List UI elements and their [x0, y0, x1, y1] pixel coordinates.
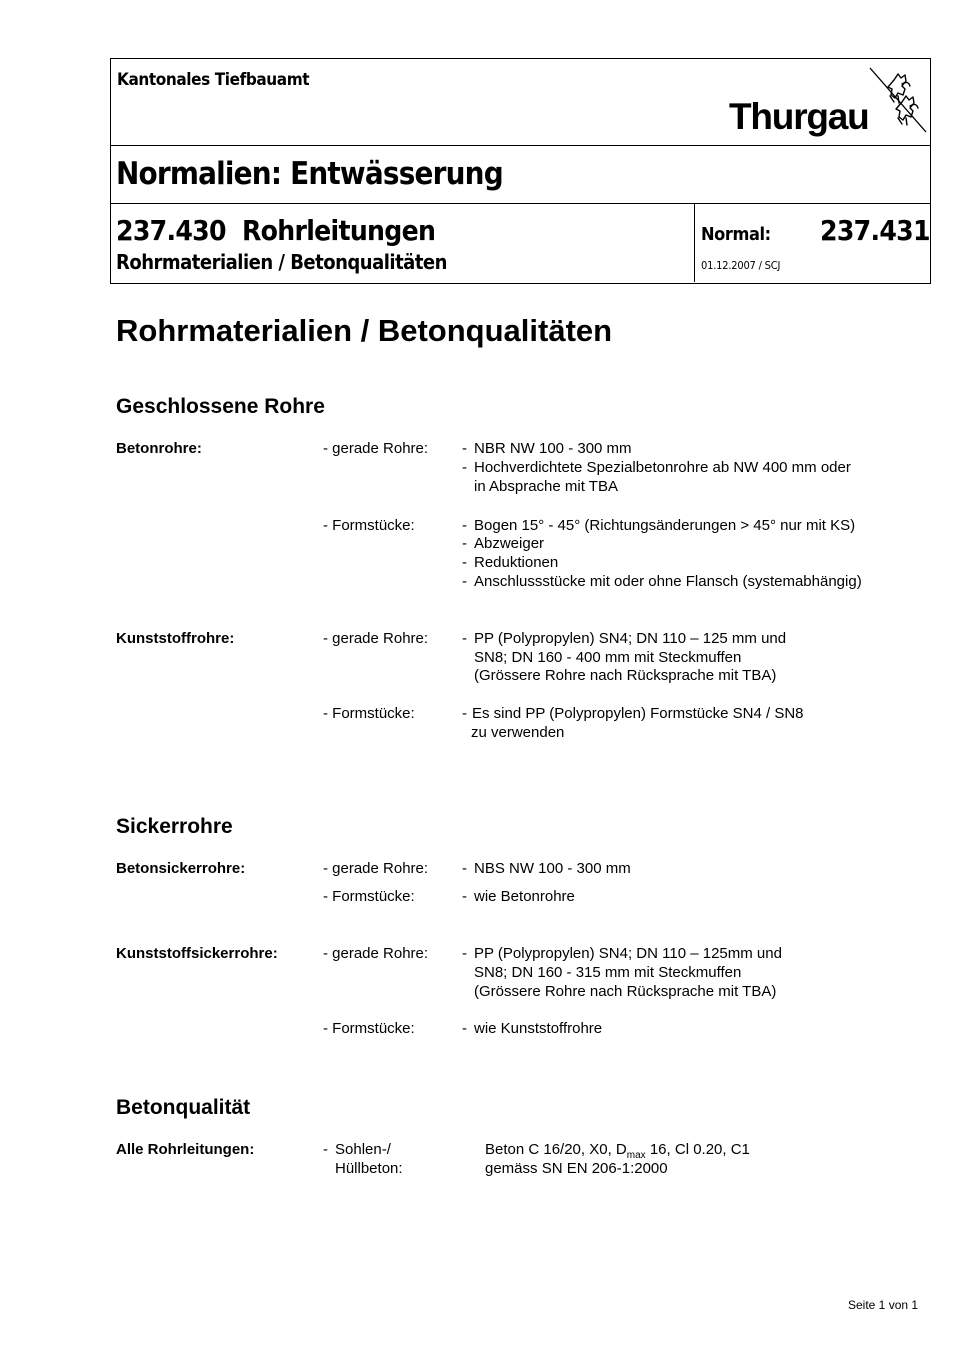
- material-label: Alle Rohrleitungen:: [116, 1141, 255, 1158]
- section-heading: Betonqualität: [116, 1096, 251, 1119]
- section-heading: Geschlossene Rohre: [116, 395, 325, 418]
- pipe-type: - Formstücke:: [323, 517, 415, 534]
- office-name: Kantonales Tiefbauamt: [117, 70, 310, 90]
- list-bullet: -: [462, 630, 467, 647]
- document-date: 01.12.2007 / SCJ: [701, 259, 781, 272]
- normal-label: Normal:: [701, 224, 771, 245]
- list-bullet: -: [462, 705, 467, 722]
- chapter-subtitle: Rohrmaterialien / Betonqualitäten: [116, 250, 447, 274]
- list-bullet: -: [462, 945, 467, 962]
- material-label: Betonrohre:: [116, 440, 202, 457]
- list-bullet: -: [462, 440, 467, 457]
- list-bullet: -: [462, 888, 467, 905]
- pipe-type: - Formstücke:: [323, 705, 415, 722]
- list-item: Reduktionen: [474, 554, 559, 571]
- list-bullet: -: [462, 554, 467, 571]
- list-item: (Grössere Rohre nach Rücksprache mit TBA): [474, 667, 777, 684]
- material-label: Betonsickerrohre:: [116, 860, 246, 877]
- concrete-use: Hüllbeton:: [335, 1160, 403, 1177]
- header-vertical-divider: [694, 203, 695, 282]
- list-item: wie Kunststoffrohre: [474, 1020, 603, 1037]
- lions-coat-of-arms-icon: [866, 66, 928, 134]
- list-bullet: -: [462, 1020, 467, 1037]
- list-item: Es sind PP (Polypropylen) Formstücke SN4 / SN8: [472, 705, 804, 722]
- pipe-type: - gerade Rohre:: [323, 945, 429, 962]
- list-bullet: -: [462, 860, 467, 877]
- pipe-type: - Formstücke:: [323, 1020, 415, 1037]
- normal-number: 237.431: [820, 214, 930, 247]
- header-divider: [110, 203, 931, 204]
- list-item: PP (Polypropylen) SN4; DN 110 – 125 mm und: [474, 630, 787, 647]
- list-bullet: -: [462, 535, 467, 552]
- material-label: Kunststoffrohre:: [116, 630, 235, 647]
- page-number: Seite 1 von 1: [848, 1298, 919, 1312]
- list-item: wie Betonrohre: [474, 888, 575, 905]
- chapter-title: 237.430 Rohrleitungen: [116, 214, 436, 247]
- list-item: (Grössere Rohre nach Rücksprache mit TBA): [474, 983, 777, 1000]
- material-label: Kunststoffsickerrohre:: [116, 945, 278, 962]
- pipe-type: - gerade Rohre:: [323, 860, 429, 877]
- page-title: Rohrmaterialien / Betonqualitäten: [116, 313, 613, 348]
- pipe-type: - Formstücke:: [323, 888, 415, 905]
- list-item: Anschlussstücke mit oder ohne Flansch (systemabhängig): [474, 573, 862, 590]
- list-item: NBR NW 100 - 300 mm: [474, 440, 632, 457]
- list-item: Hochverdichtete Spezialbetonrohre ab NW 400 mm oder: [474, 459, 851, 476]
- series-title: Normalien: Entwässerung: [116, 156, 503, 192]
- list-item: SN8; DN 160 - 315 mm mit Steckmuffen: [474, 964, 742, 981]
- list-item: PP (Polypropylen) SN4; DN 110 – 125mm und: [474, 945, 782, 962]
- concrete-standard: gemäss SN EN 206-1:2000: [485, 1160, 668, 1177]
- list-item: zu verwenden: [471, 724, 565, 741]
- pipe-type: - gerade Rohre:: [323, 630, 429, 647]
- list-item: SN8; DN 160 - 400 mm mit Steckmuffen: [474, 649, 742, 666]
- list-item: Abzweiger: [474, 535, 545, 552]
- logo-text: Thurgau: [729, 96, 869, 137]
- list-bullet: -: [462, 573, 467, 590]
- section-heading: Sickerrohre: [116, 815, 233, 838]
- concrete-spec: Beton C 16/20, X0, $D_{max}$ 16, Cl 0.20, C1: [485, 1141, 750, 1161]
- list-bullet: -: [462, 459, 467, 476]
- concrete-use: Sohlen-/: [335, 1141, 391, 1158]
- pipe-type: - gerade Rohre:: [323, 440, 429, 457]
- list-item: in Absprache mit TBA: [474, 478, 618, 495]
- list-item: NBS NW 100 - 300 mm: [474, 860, 631, 877]
- list-item: Bogen 15° - 45° (Richtungsänderungen > 45° nur mit KS): [474, 517, 856, 534]
- header-divider: [110, 145, 931, 146]
- list-bullet: -: [462, 517, 467, 534]
- list-bullet: -: [323, 1141, 328, 1158]
